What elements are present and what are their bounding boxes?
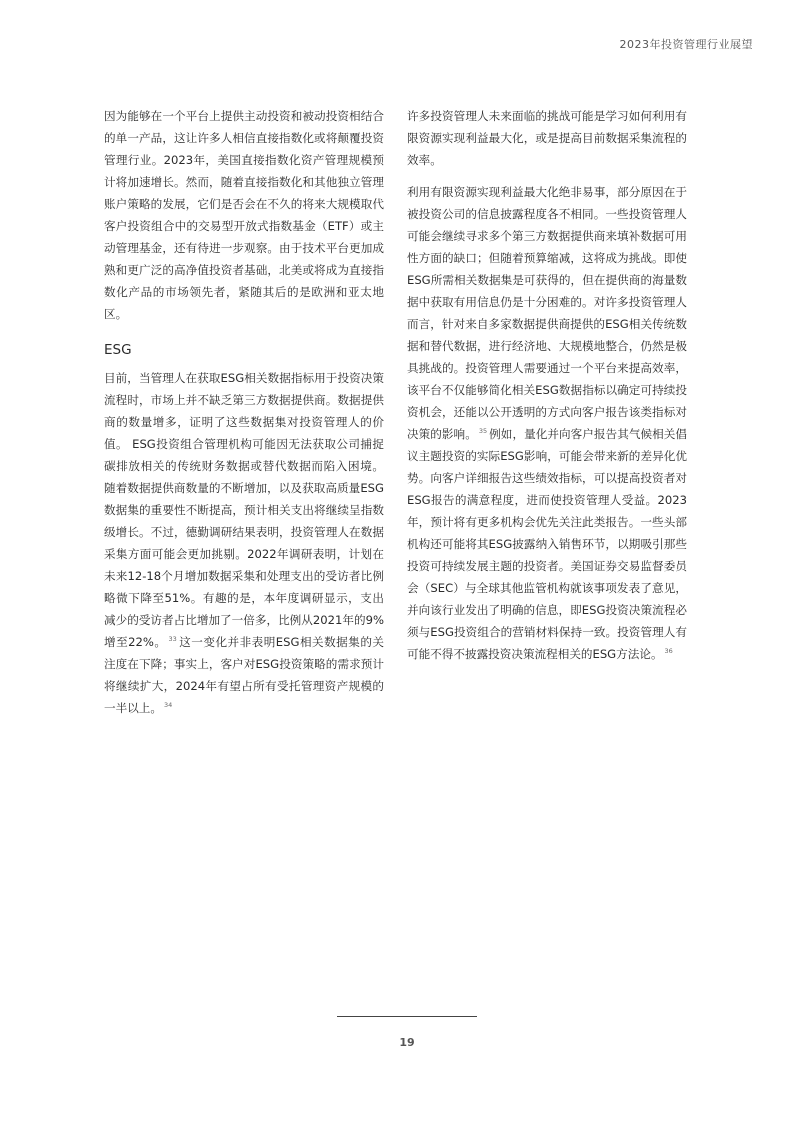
footnote-ref-33[interactable]: 33 <box>168 635 177 644</box>
running-header-title: 2023年投资管理行业展望 <box>619 38 753 51</box>
right-column <box>407 105 687 665</box>
esg-paragraph-text-2: 这一变化并非表明ESG相关数据集的关注度在下降；事实上，客户对ESG投资策略的需求预计将继续扩大，2024年有望占所有受托管理资产规模的一半以上。 <box>104 635 384 715</box>
footer-divider <box>337 1016 477 1017</box>
left-column <box>104 105 384 719</box>
esg-paragraph-text: 目前，当管理人在获取ESG相关数据指标用于投资决策流程时，市场上并不缺乏第三方数据提供商。数据提供商的数量增多，证明了这些数据集对投资管理人的价值。 ESG投资组合管理机构可能因无法获取公司捕捉碳排放相关的传统财务数据或替代数据而陷入困境。 随着数据提供商数量的不断增加，以及获取高质量ESG数据集的重要性不断提高，预计相关支出将继续呈指数级增长。不过，德勤调研结果表明，投资管理人在数据采集方面可能会更加挑剔。2022年调研表明，计划在未来12-18个月增加数据采集和处理支出的受访者比例略微下降至51%。有趣的是，本年度调研显示，支出减少的受访者占比增加了一倍多，比例从2021年的9%增至22%。 <box>104 371 384 649</box>
footnote-ref-36[interactable]: 36 <box>664 647 673 656</box>
footnote-ref-35[interactable]: 35 <box>478 427 488 436</box>
intro-paragraph: 因为能够在一个平台上提供主动投资和被动投资相结合的单一产品，这让许多人相信直接指数化或将颠覆投资管理行业。2023年，美国直接指数化资产管理规模预计将加速增长。然而，随着直接指数化和其他独立管理账户策略的发展，它们是否会在不久的将来大规模取代客户投资组合中的交易型开放式指数基金（ETF）或主动管理基金，还有待进一步观察。由于技术平台更加成熟和更广泛的高净值投资者基础，北美或将成为直接指数化产品的市场领先者，紧随其后的是欧洲和亚太地区。 <box>104 109 384 321</box>
page-number: 19 <box>399 1036 415 1049</box>
esg-section-heading: ESG <box>104 342 132 358</box>
challenge-paragraph: 许多投资管理人未来面临的挑战可能是学习如何利用有限资源实现利益最大化，或是提高目前数据采集流程的效率。 <box>407 109 687 167</box>
footnote-ref-34[interactable]: 34 <box>163 701 173 710</box>
resources-paragraph-text-2: 例如，量化并向客户报告其气候相关倡议主题投资的实际ESG影响，可能会带来新的差异化优势。向客户详细报告这些绩效指标，可以提高投资者对ESG报告的满意程度，进而使投资管理人受益。2023年，预计将有更多机构会优先关注此类报告。一些头部机构还可能将其ESG披露纳入销售环节，以期吸引那些投资可持续发展主题的投资者。美国证券交易监督委员会（SEC）与全球其他监管机构就该事项发表了意见，并向该行业发出了明确的信息，即ESG投资决策流程必须与ESG投资组合的营销材料保持一致。投资管理人有可能不得不披露投资决策流程相关的ESG方法论。 <box>407 427 687 661</box>
resources-paragraph <box>407 181 687 665</box>
esg-paragraph <box>104 367 384 719</box>
resources-paragraph-text: 利用有限资源实现利益最大化绝非易事，部分原因在于被投资公司的信息披露程度各不相同。一些投资管理人可能会继续寻求多个第三方数据提供商来填补数据可用性方面的缺口；但随着预算缩减，这将成为挑战。即使ESG所需相关数据集是可获得的，但在提供商的海量数据中获取有用信息仍是十分困难的。对许多投资管理人而言，针对来自多家数据提供商提供的ESG相关传统数据和替代数据，进行经济地、大规模地整合，仍然是极具挑战的。投资管理人需要通过一个平台来提高效率，该平台不仅能够简化相关ESG数据指标以确定可持续投资机会，还能以公开透明的方式向客户报告该类指标对决策的影响。 <box>407 185 687 441</box>
